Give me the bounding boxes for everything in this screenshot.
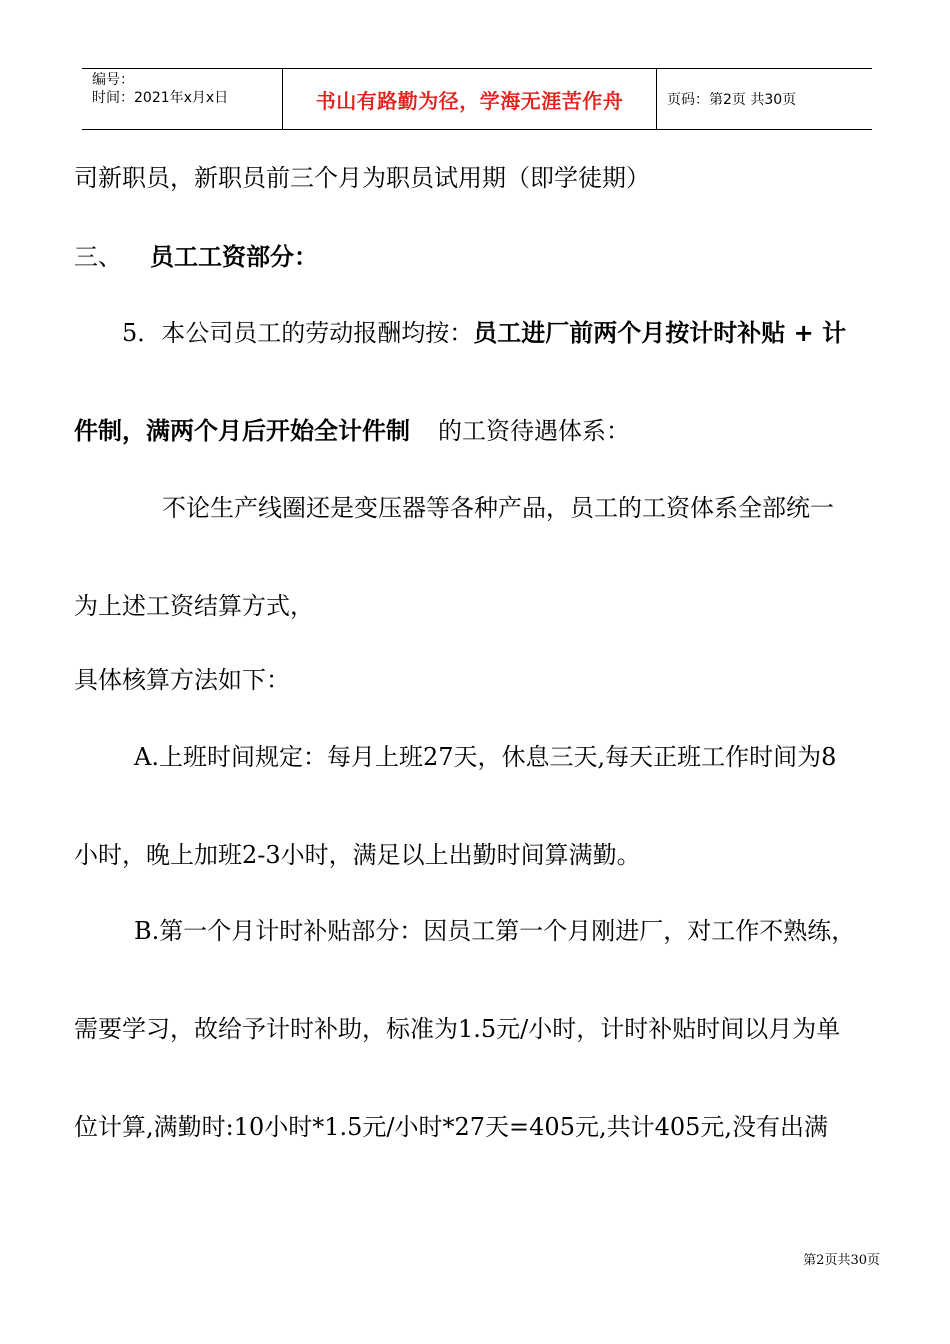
paragraph-unify-line-2: 为上述工资结算方式， bbox=[74, 592, 314, 620]
motto-text: 书山有路勤为径，学海无涯苦作舟 bbox=[315, 88, 624, 113]
method-intro: 具体核算方法如下： bbox=[74, 666, 290, 694]
paragraph-5-bold-2: 件制，满两个月后开始全计件制 bbox=[74, 417, 410, 445]
header-motto-cell bbox=[283, 69, 657, 129]
section-title: 员工工资部分： bbox=[150, 243, 318, 271]
paragraph-5-line-1 bbox=[122, 318, 846, 348]
section-number: 三、 bbox=[74, 243, 122, 271]
paragraph-5-line-2 bbox=[74, 416, 630, 446]
header-meta-cell bbox=[82, 69, 283, 129]
paragraph-5-bold-1: 员工进厂前两个月按计时补贴 + 计 bbox=[473, 319, 847, 347]
footer-page-number: 第2页共30页 bbox=[803, 1253, 880, 1268]
paragraph-line-1: 司新职员，新职员前三个月为职员试用期（即学徒期） bbox=[74, 164, 650, 192]
header-table bbox=[82, 68, 872, 130]
item-b-line-3: 位计算,满勤时:10小时*1.5元/小时*27天=405元,共计405元,没有出满 bbox=[74, 1113, 829, 1141]
paragraph-5-prefix: 5．本公司员工的劳动报酬均按： bbox=[122, 319, 474, 347]
item-b-line-1: B.第一个月计时补贴部分：因员工第一个月刚进厂，对工作不熟练， bbox=[134, 917, 856, 945]
paragraph-5-suffix: 的工资待遇体系： bbox=[438, 417, 630, 445]
item-b-line-2: 需要学习，故给予计时补助，标准为1.5元/小时，计时补贴时间以月为单 bbox=[74, 1015, 841, 1043]
item-a-line-2: 小时，晚上加班2-3小时，满足以上出勤时间算满勤。 bbox=[74, 841, 641, 869]
header-page-info: 页码：第2页 共30页 bbox=[667, 92, 797, 108]
paragraph-unify-line-1: 不论生产线圈还是变压器等各种产品，员工的工资体系全部统一 bbox=[162, 494, 834, 522]
document-date: 时间：2021年x月x日 bbox=[92, 90, 229, 106]
document-number-label: 编号： bbox=[92, 72, 134, 88]
item-a-line-1: A.上班时间规定：每月上班27天，休息三天,每天正班工作时间为8 bbox=[134, 743, 837, 771]
header-page-cell bbox=[657, 69, 872, 129]
